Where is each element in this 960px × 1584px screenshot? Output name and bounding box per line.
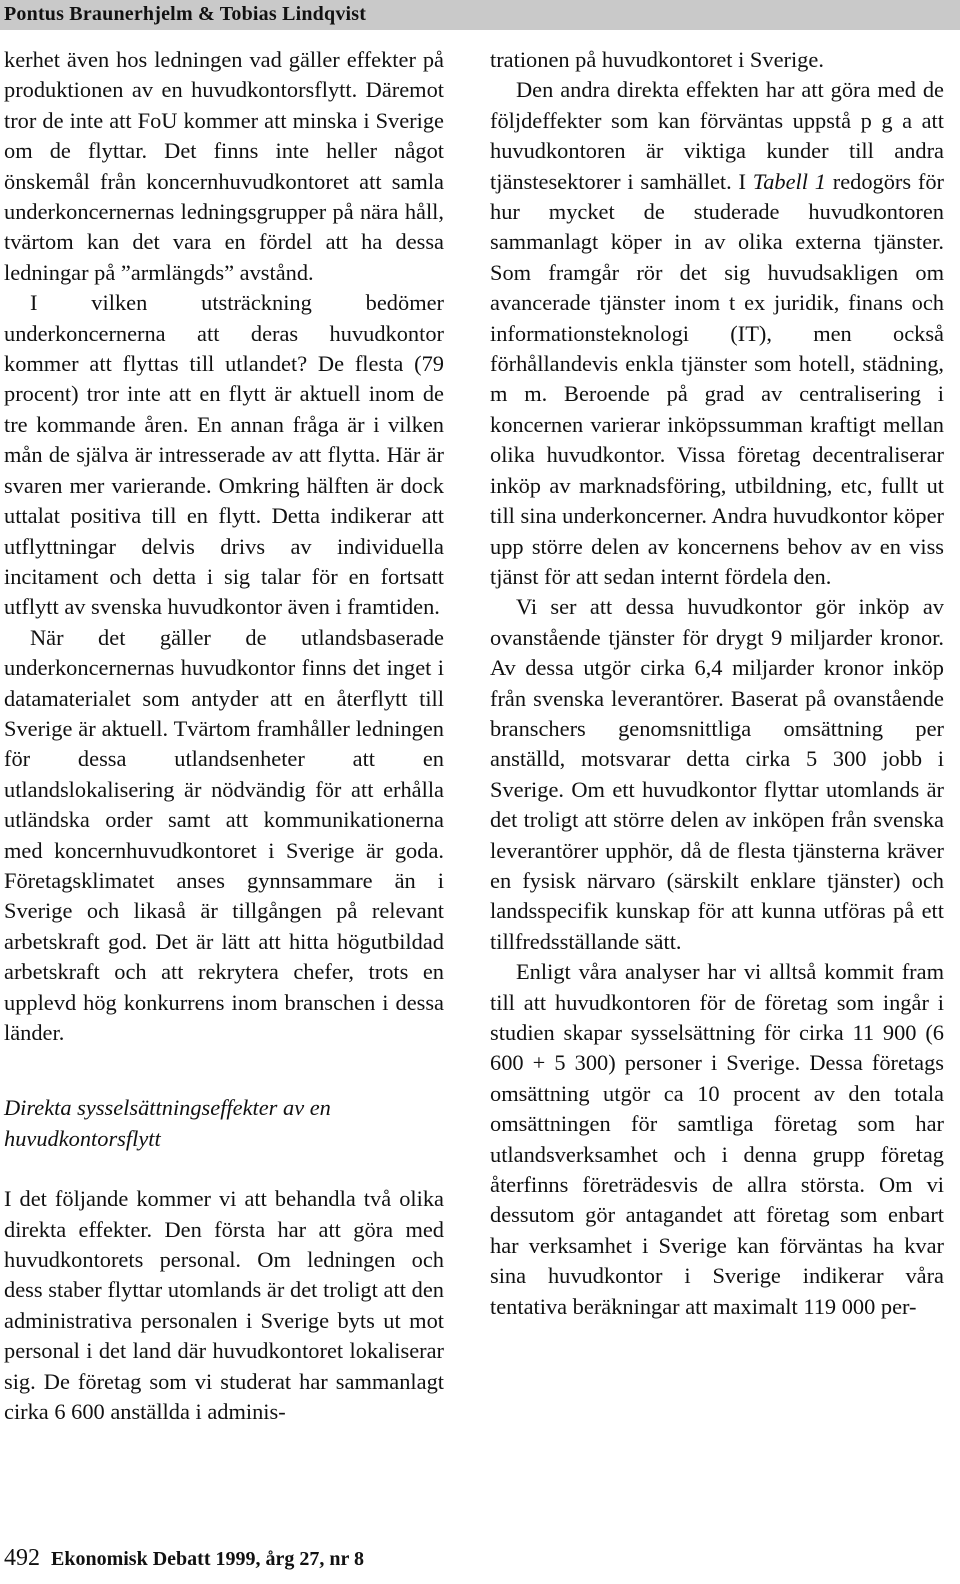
right-paragraph-1: trationen på huvudkontoret i Sverige. xyxy=(490,47,824,72)
journal-citation: Ekonomisk Debatt 1999, årg 27, nr 8 xyxy=(51,1548,364,1570)
right-paragraph-2-rest: redogörs för hur mycket de studerade huvudkontoren sammanlagt köper in av olika externa tjänster. Som framgår rör det sig huvudsakligen om avancerade tjänster inom t ex juridik, finans och informationsteknologi (IT), men också förhållandevis enkla tjänster som hotell, städning, m m. Beroende på grad av centralisering i koncernen varierar inköpssumman kraftigt mellan olika huvudkontor. Vissa företag decentraliserar inköp av marknadsföring, utbildning, etc, fullt ut till sina underkoncerner. Andra huvudkontor köper upp större delen av koncernens behov av en viss tjänst för att sedan internt fördela den. xyxy=(490,168,944,589)
section-subheading: Direkta sysselsättningseffekter av en huvudkontorsflytt xyxy=(4,1095,331,1151)
left-paragraph-2: I vilken utsträckning bedömer underkoncernerna att deras huvudkontor kommer att flyttas till utlandet? De flesta (79 procent) tror inte att en flytt är aktuell inom de tre kommande åren. En annan fråga är i vilken mån de själva är intresserade av att flytta. Här är svaren mer varierande. Omkring hälften är dock uttalat positiva till en flytt. Detta indikerar att utflyttningar delvis drivs av individuella incitament och detta i sig talar för en fortsatt utflytt av svenska huvudkontor även i framtiden. xyxy=(4,290,444,620)
page-number: 492 xyxy=(4,1545,40,1571)
right-paragraph-2-start: Den andra direkta effekten har att göra med de följdeffekter som kan förväntas uppstå p g a att huvudkontoren är viktiga kunder till andra tjänstesektorer i samhället. I xyxy=(490,77,944,194)
left-paragraph-4: I det följande kommer vi att behandla två olika direkta effekter. Den första har att göra med huvudkontorets personal. Om ledningen och dess staber flyttar utomlands är det troligt att den administrativa personalen i Sverige byts ut mot personal i det land där huvudkontoret lokaliserar sig. De företag som vi studerat har sammanlagt cirka 6 600 anställda i adminis- xyxy=(4,1186,444,1425)
table-reference: Tabell 1 xyxy=(752,168,826,194)
right-paragraph-2 xyxy=(490,75,944,592)
left-paragraph-3: När det gäller de utlandsbaserade underkoncernernas huvudkontor finns det inget i datamaterialet som antyder att en återflytt till Sverige är aktuell. Tvärtom framhåller ledningen för dessa utlandsenheter att en utlandslokalisering är nödvändig för att erhålla utländska order samt att kommunikationerna med koncernhuvudkontoret i Sverige är goda. Företagsklimatet anses gynnsammare än i Sverige och likaså är tillgången på relevant arbetskraft god. Det är lätt att hitta högutbildad arbetskraft och att rekrytera chefer, trots en upplevd hög konkurrens inom branschen i dessa länder. xyxy=(4,624,444,1045)
left-paragraph-1: kerhet även hos ledningen vad gäller effekter på produktionen av en huvudkontorsflytt. Däremot tror de inte att FoU kommer att minska i Sverige om de flyttar. Det finns inte heller något önskemål från koncernhuvudkontoret att samla underkoncernernas ledningsgrupper på nära håll, tvärtom kan det vara en fördel att ha dessa ledningar på ”armlängds” avstånd. xyxy=(4,47,444,285)
left-column xyxy=(4,45,444,1427)
running-header xyxy=(0,0,960,30)
right-column xyxy=(490,45,944,1322)
right-paragraph-3: Vi ser att dessa huvudkontor gör inköp av ovanstående tjänster för drygt 9 miljarder kronor. Av dessa utgör cirka 6,4 miljarder kronor inköp från svenska leverantörer. Baserat på ovanstående branschers genomsnittliga omsättning per anställd, motsvarar detta cirka 5 300 jobb i Sverige. Om ett huvudkontor flyttar utomlands är det troligt att större delen av inköpen från svenska leverantörer upphör, då de flesta tjänsterna kräver en fysisk närvaro (särskilt enklare tjänster) och landsspecifik kunskap för att kunna utföras på ett tillfredsställande sätt. xyxy=(490,594,944,954)
right-paragraph-4: Enligt våra analyser har vi alltså kommit fram till att huvudkontoren för de företag som ingår i studien skapar sysselsättning för cirka 11 900 (6 600 + 5 300) personer i Sverige. Dessa företags omsättning utgör ca 10 procent av den totala omsättningen för samtliga företag som har utlandsverksamhet och i denna grupp företag återfinns företrädesvis de allra största. Om vi dessutom gör antagandet att företag som enbart har verksamhet i Sverige kan förväntas ha kvar sina huvudkontor i Sverige indikerar våra tentativa beräkningar att maximalt 119 000 per- xyxy=(490,959,944,1319)
header-authors: Pontus Braunerhjelm & Tobias Lindqvist xyxy=(4,3,367,25)
page-footer xyxy=(4,1545,364,1572)
